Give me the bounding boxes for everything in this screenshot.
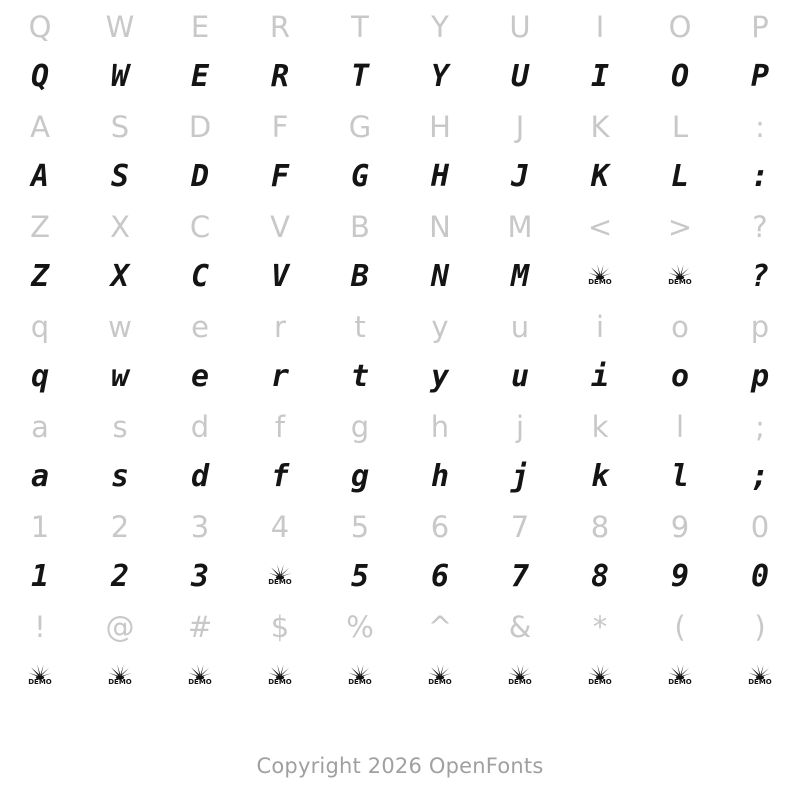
glyph-cell: Y <box>431 10 449 44</box>
glyph-cell: t <box>350 359 370 394</box>
glyph-cell: : <box>750 159 770 194</box>
glyph-cell: T <box>351 10 369 44</box>
glyph-row <box>0 502 800 552</box>
glyph-cell: p <box>750 310 770 344</box>
glyph-cell: a <box>30 459 50 494</box>
demo-flower-label: DEMO <box>668 677 692 686</box>
glyph-cell: Y <box>430 59 450 94</box>
glyph-cell: 4 <box>270 510 290 544</box>
glyph-cell <box>640 252 720 302</box>
glyph-cell: d <box>190 410 210 444</box>
glyph-row <box>0 602 800 652</box>
glyph-cell: 6 <box>430 510 450 544</box>
glyph-cell: 7 <box>510 559 530 594</box>
glyph-cell: & <box>508 610 532 644</box>
glyph-cell: y <box>431 310 449 344</box>
glyph-cell: q <box>30 310 50 344</box>
glyph-cell: P <box>751 10 769 44</box>
glyph-cell: 7 <box>510 510 530 544</box>
glyph-cell: j <box>510 459 530 494</box>
glyph-cell: O <box>670 59 690 94</box>
glyph-cell: : <box>755 110 765 144</box>
glyph-cell: h <box>430 410 450 444</box>
glyph-cell: o <box>670 359 690 394</box>
glyph-cell: 2 <box>110 510 130 544</box>
demo-flower-label: DEMO <box>668 277 692 286</box>
glyph-cell: O <box>668 10 692 44</box>
demo-flower-icon <box>587 663 613 693</box>
glyph-cell: < <box>587 210 613 244</box>
glyph-cell: G <box>348 110 372 144</box>
glyph-cell: M <box>507 210 533 244</box>
glyph-cell <box>80 652 160 702</box>
glyph-cell: J <box>515 110 525 144</box>
glyph-cell: 0 <box>750 559 770 594</box>
glyph-cell <box>560 652 640 702</box>
glyph-cell: i <box>590 359 610 394</box>
glyph-cell: e <box>190 359 210 394</box>
glyph-cell: E <box>190 59 210 94</box>
demo-flower-icon <box>267 663 293 693</box>
glyph-cell: K <box>590 159 610 194</box>
glyph-cell: 3 <box>190 559 210 594</box>
glyph-cell: $ <box>270 610 290 644</box>
glyph-row <box>0 302 800 352</box>
demo-flower-icon <box>347 663 373 693</box>
demo-flower-label: DEMO <box>588 277 612 286</box>
demo-flower-label: DEMO <box>748 677 772 686</box>
glyph-cell: 1 <box>30 510 50 544</box>
glyph-cell: I <box>590 59 610 94</box>
glyph-cell: > <box>667 210 693 244</box>
glyph-cell: 9 <box>670 510 690 544</box>
glyph-cell: ? <box>752 210 768 244</box>
glyph-cell: W <box>105 10 135 44</box>
glyph-cell: d <box>190 459 210 494</box>
glyph-cell: h <box>430 459 450 494</box>
glyph-cell: F <box>271 110 289 144</box>
glyph-cell: ^ <box>427 610 453 644</box>
glyph-cell: R <box>270 59 290 94</box>
glyph-cell: L <box>670 159 690 194</box>
demo-flower-icon <box>267 563 293 593</box>
glyph-cell: A <box>30 159 50 194</box>
glyph-cell: l <box>670 459 690 494</box>
glyph-cell: D <box>188 110 212 144</box>
glyph-cell: ? <box>750 259 770 294</box>
glyph-row <box>0 202 800 252</box>
glyph-row <box>0 452 800 502</box>
glyph-cell: J <box>510 159 530 194</box>
glyph-cell: Q <box>30 59 50 94</box>
demo-flower-label: DEMO <box>588 677 612 686</box>
glyph-cell <box>560 252 640 302</box>
demo-flower-label: DEMO <box>428 677 452 686</box>
glyph-cell: j <box>515 410 525 444</box>
glyph-cell: % <box>346 610 374 644</box>
demo-flower-icon <box>507 663 533 693</box>
demo-flower-label: DEMO <box>108 677 132 686</box>
glyph-cell: F <box>270 159 290 194</box>
glyph-cell: R <box>269 10 291 44</box>
glyph-cell: g <box>350 459 370 494</box>
glyph-cell: 0 <box>750 510 770 544</box>
demo-flower-icon <box>107 663 133 693</box>
glyph-cell <box>0 652 80 702</box>
glyph-row <box>0 102 800 152</box>
glyph-cell: q <box>30 359 50 394</box>
demo-flower-label: DEMO <box>268 677 292 686</box>
glyph-cell <box>240 652 320 702</box>
glyph-cell: D <box>190 159 210 194</box>
copyright-notice: Copyright 2026 OpenFonts <box>256 754 544 778</box>
glyph-cell: e <box>191 310 209 344</box>
demo-flower-icon <box>427 663 453 693</box>
glyph-row <box>0 352 800 402</box>
glyph-cell: V <box>270 210 290 244</box>
glyph-cell: ; <box>750 459 770 494</box>
glyph-cell: G <box>350 159 370 194</box>
glyph-cell: C <box>189 210 211 244</box>
demo-flower-icon <box>667 263 693 293</box>
glyph-cell: V <box>270 259 290 294</box>
glyph-cell: s <box>112 410 128 444</box>
glyph-cell: X <box>110 210 130 244</box>
glyph-cell: Q <box>28 10 52 44</box>
glyph-cell: p <box>750 359 770 394</box>
glyph-cell: U <box>510 59 530 94</box>
glyph-cell: N <box>430 259 450 294</box>
glyph-cell: U <box>509 10 531 44</box>
glyph-cell: 2 <box>110 559 130 594</box>
glyph-cell: X <box>110 259 130 294</box>
glyph-row <box>0 52 800 102</box>
glyph-cell: w <box>110 359 130 394</box>
glyph-cell <box>640 652 720 702</box>
glyph-cell: I <box>595 10 605 44</box>
glyph-cell <box>160 652 240 702</box>
demo-flower-label: DEMO <box>348 677 372 686</box>
glyph-cell: ( <box>674 610 686 644</box>
glyph-cell: g <box>350 410 370 444</box>
glyph-cell <box>720 652 800 702</box>
glyph-cell: E <box>190 10 210 44</box>
glyph-cell: ! <box>34 610 46 644</box>
glyph-cell: k <box>591 410 609 444</box>
glyph-cell: y <box>430 359 450 394</box>
glyph-cell: @ <box>105 610 135 644</box>
glyph-cell <box>240 552 320 602</box>
demo-flower-icon <box>667 663 693 693</box>
glyph-cell: S <box>110 159 130 194</box>
demo-flower-label: DEMO <box>508 677 532 686</box>
glyph-cell: ) <box>754 610 766 644</box>
glyph-cell: * <box>592 610 608 644</box>
glyph-cell: A <box>30 110 50 144</box>
glyph-cell: T <box>350 59 370 94</box>
glyph-row <box>0 252 800 302</box>
glyph-cell: f <box>270 459 290 494</box>
demo-flower-icon <box>187 663 213 693</box>
glyph-row <box>0 402 800 452</box>
glyph-cell: H <box>429 110 451 144</box>
glyph-cell: 5 <box>350 559 370 594</box>
glyph-cell: f <box>274 410 286 444</box>
glyph-cell: u <box>510 359 530 394</box>
glyph-cell <box>400 652 480 702</box>
glyph-cell <box>480 652 560 702</box>
glyph-cell: Z <box>30 210 50 244</box>
glyph-cell: i <box>595 310 605 344</box>
demo-flower-icon <box>747 663 773 693</box>
glyph-cell: r <box>274 310 286 344</box>
glyph-cell: 6 <box>430 559 450 594</box>
glyph-cell: t <box>354 310 366 344</box>
glyph-cell: 8 <box>590 559 610 594</box>
glyph-cell: B <box>350 259 370 294</box>
demo-flower-label: DEMO <box>268 577 292 586</box>
glyph-cell: L <box>671 110 689 144</box>
glyph-cell: l <box>675 410 685 444</box>
glyph-cell: w <box>108 310 132 344</box>
glyph-cell: Z <box>30 259 50 294</box>
glyph-cell: B <box>350 210 370 244</box>
glyph-cell: S <box>110 110 130 144</box>
demo-flower-label: DEMO <box>28 677 52 686</box>
glyph-cell: W <box>110 59 130 94</box>
glyph-cell: P <box>750 59 770 94</box>
demo-flower-label: DEMO <box>188 677 212 686</box>
glyph-cell: N <box>429 210 451 244</box>
glyph-cell: k <box>590 459 610 494</box>
glyph-cell: o <box>671 310 689 344</box>
glyph-row <box>0 152 800 202</box>
glyph-cell: ; <box>755 410 765 444</box>
glyph-cell: 3 <box>190 510 210 544</box>
glyph-row <box>0 652 800 702</box>
glyph-cell: 9 <box>670 559 690 594</box>
glyph-cell: C <box>190 259 210 294</box>
glyph-cell: K <box>590 110 610 144</box>
glyph-cell: M <box>510 259 530 294</box>
glyph-cell: r <box>270 359 290 394</box>
demo-flower-icon <box>27 663 53 693</box>
glyph-row <box>0 552 800 602</box>
glyph-cell: a <box>31 410 49 444</box>
glyph-cell: s <box>110 459 130 494</box>
glyph-cell: 5 <box>350 510 370 544</box>
glyph-row <box>0 2 800 52</box>
glyph-cell: 1 <box>30 559 50 594</box>
demo-flower-icon <box>587 263 613 293</box>
glyph-cell: u <box>510 310 530 344</box>
glyph-cell: H <box>430 159 450 194</box>
glyph-cell: # <box>187 610 213 644</box>
glyph-cell <box>320 652 400 702</box>
glyph-cell: 8 <box>590 510 610 544</box>
